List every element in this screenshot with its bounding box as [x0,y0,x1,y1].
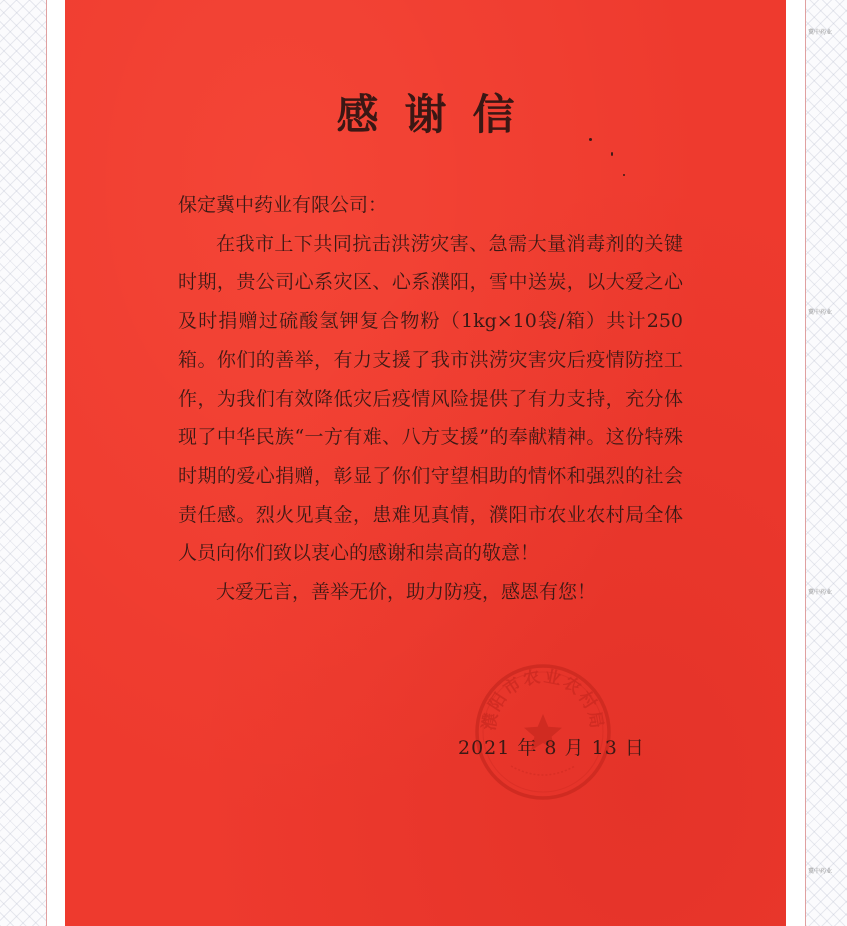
thank-you-letter [65,0,786,926]
letter-salutation: 保定冀中药业有限公司： [178,194,388,216]
watermark-text: 冀中药业 [808,868,833,875]
background-pattern-right [805,0,847,926]
paper-speck [589,138,592,141]
watermark-text: 冀中药业 [808,589,833,596]
letter-paragraph: 大爱无言，善举无价，助力防疫，感恩有您！ [216,581,597,604]
background-pattern-left [0,0,47,926]
paper-speck [623,174,625,176]
page-margin-left [47,0,65,926]
official-seal-icon [473,662,613,802]
letter-date: 2021 年 8 月 13 日 [458,737,645,759]
seal-text: 濮阳市农业农村局 [479,666,607,732]
page-margin-right [786,0,805,926]
letter-body [178,186,683,612]
paper-speck [611,152,613,156]
watermark-text: 冀中药业 [808,309,833,316]
letter-title: 感谢信 [336,90,541,139]
watermark-text: 冀中药业 [808,29,833,36]
letter-paragraph: 在我市上下共同抗击洪涝灾害、急需大量消毒剂的关键时期，贵公司心系灾区、心系濮阳，雪中送炭，以大爱之心及时捐赠过硫酸氢钾复合物粉（1kg×10袋/箱）共计250箱。你们的善举，有力支援了我市洪涝灾害灾后疫情防控工作，为我们有效降低灾后疫情风险提供了有力支持，充分体现了中华民族“一方有难、八方支援”的奉献精神。这份特殊时期的爱心捐赠，彰显了你们守望相助的情怀和强烈的社会责任感。烈火见真金，患难见真情，濮阳市农业农村局全体人员向你们致以衷心的感谢和崇高的敬意！ [178,232,683,565]
